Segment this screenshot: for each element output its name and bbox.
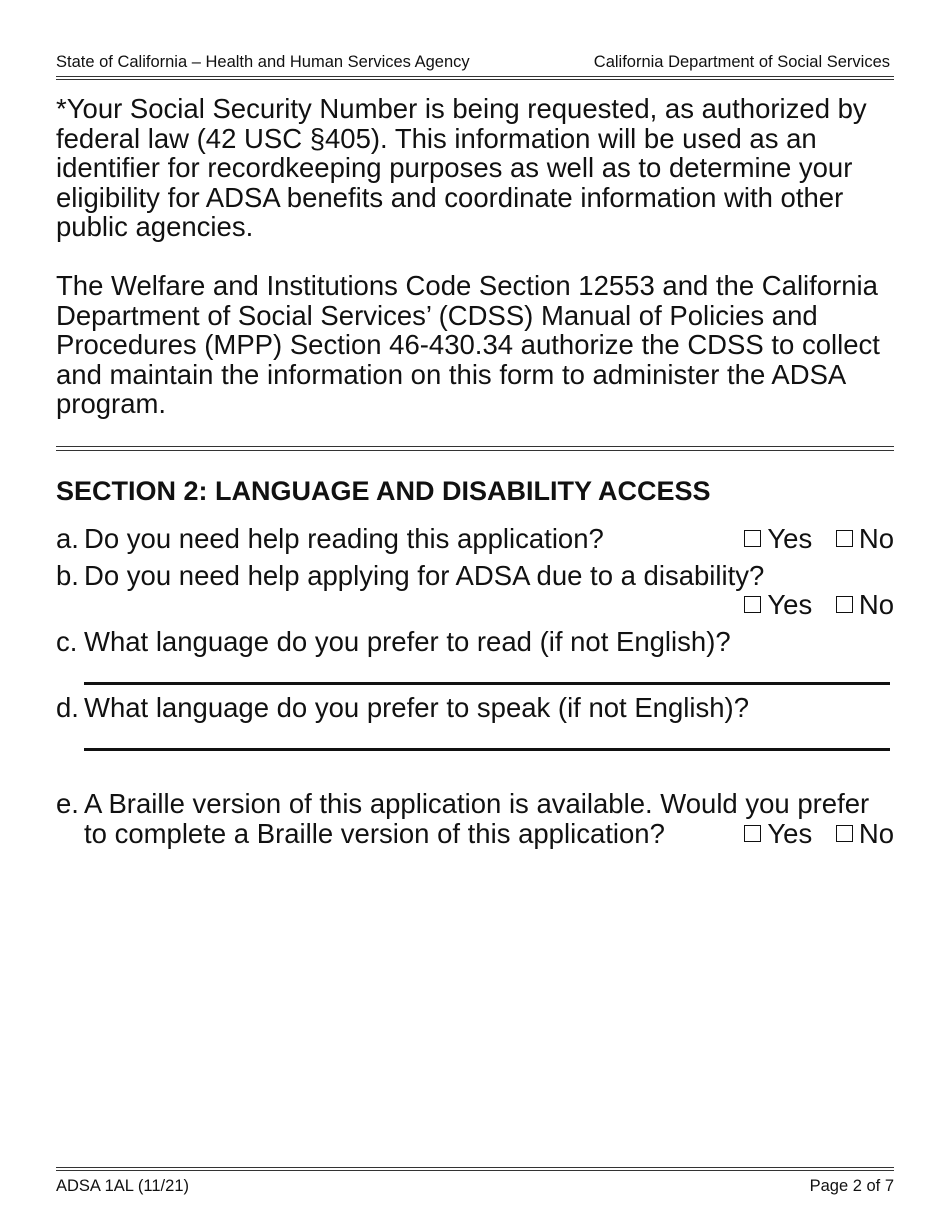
question-e-yes-option[interactable]: Yes <box>744 819 812 849</box>
checkbox-icon[interactable] <box>744 530 761 547</box>
header-agency: State of California – Health and Human Services Agency <box>56 53 470 71</box>
question-e-no-option[interactable]: No <box>836 819 894 849</box>
header-divider <box>56 76 894 80</box>
ssn-notice-paragraph: *Your Social Security Number is being requested, as authorized by federal law (42 USC §405). This information will be used as an identifier for recordkeeping purposes as well as to determine your eligibility for ADSA benefits and coordinate information with other public agencies. <box>56 93 867 243</box>
question-a-letter: a. <box>56 523 79 554</box>
question-e-letter: e. <box>56 788 79 819</box>
speak-language-input-line[interactable] <box>84 748 890 751</box>
section-divider <box>56 446 894 451</box>
question-a-no-option[interactable]: No <box>836 524 894 554</box>
read-language-input-line[interactable] <box>84 682 890 685</box>
checkbox-icon[interactable] <box>836 530 853 547</box>
checkbox-icon[interactable] <box>836 596 853 613</box>
question-c-text: What language do you prefer to read (if not English)? <box>84 626 731 657</box>
form-id: ADSA 1AL (11/21) <box>56 1177 189 1195</box>
authority-paragraph: The Welfare and Institutions Code Section 12553 and the California Department of Social Services’ (CDSS) Manual of Policies and Procedures (MPP) Section 46-430.34 authorize the CDSS to collect and maintain the information on this form to administer the ADSA program. <box>56 270 880 420</box>
question-b-yes-option[interactable]: Yes <box>744 590 812 620</box>
question-a-text: Do you need help reading this application? <box>84 523 604 554</box>
question-b-options <box>744 590 894 620</box>
checkbox-icon[interactable] <box>744 596 761 613</box>
checkbox-icon[interactable] <box>836 825 853 842</box>
footer-divider <box>56 1167 894 1171</box>
question-e-text-line2: to complete a Braille version of this application? <box>84 818 665 849</box>
question-b-text: Do you need help applying for ADSA due to a disability? <box>84 560 765 591</box>
question-b-no-option[interactable]: No <box>836 590 894 620</box>
question-e-options <box>744 819 894 849</box>
section-2-title: SECTION 2: LANGUAGE AND DISABILITY ACCESS <box>56 476 711 506</box>
header-department: California Department of Social Services <box>593 53 890 71</box>
question-a-yes-option[interactable]: Yes <box>744 524 812 554</box>
checkbox-icon[interactable] <box>744 825 761 842</box>
question-c-letter: c. <box>56 626 78 657</box>
page-number: Page 2 of 7 <box>809 1177 894 1195</box>
question-d-letter: d. <box>56 692 79 723</box>
question-a-options <box>744 524 894 554</box>
question-e-text-line1: A Braille version of this application is available. Would you prefer <box>84 788 870 819</box>
question-d-text: What language do you prefer to speak (if not English)? <box>84 692 749 723</box>
question-b-letter: b. <box>56 560 79 591</box>
